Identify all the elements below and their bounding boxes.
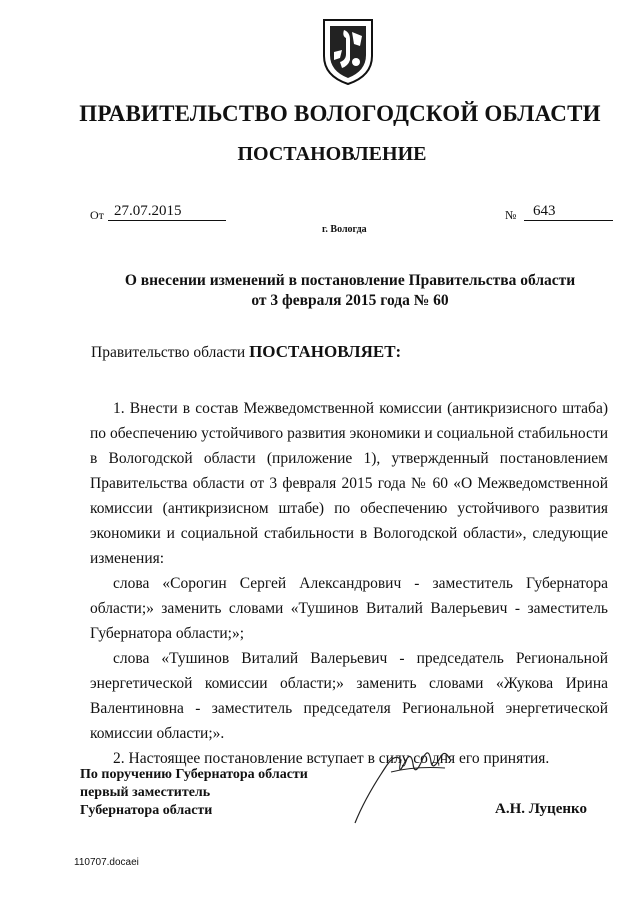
intro-verb: ПОСТАНОВЛЯЕТ: <box>249 342 402 361</box>
document-body <box>90 396 608 771</box>
city-label: г. Вологда <box>322 224 367 235</box>
document-date: 27.07.2015 <box>108 203 226 221</box>
signatory-position <box>80 766 308 820</box>
signatory-line-1: По поручению Губернатора области <box>80 767 308 782</box>
body-paragraph-3: слова «Тушинов Виталий Валерьевич - председатель Региональной энергетической комиссии области;» заменить словами «Жукова Ирина Валентиновна - заместитель председателя Региональной энергетической комиссии области;». <box>90 650 608 742</box>
signatory-line-3: Губернатора области <box>80 803 213 818</box>
handwritten-signature <box>345 738 455 828</box>
subject-line-1: О внесении изменений в постановление Правительства области <box>124 272 576 289</box>
signatory-name: А.Н. Луценко <box>495 801 587 817</box>
intro-statement <box>91 342 401 362</box>
number-prefix: № <box>505 208 517 222</box>
government-title: ПРАВИТЕЛЬСТВО ВОЛОГОДСКОЙ ОБЛАСТИ <box>79 101 601 126</box>
document-type-title: ПОСТАНОВЛЕНИЕ <box>237 143 427 165</box>
body-paragraph-4: 2. Настоящее постановление вступает в силу со дня его принятия. <box>113 750 550 767</box>
coat-of-arms-emblem <box>320 16 376 86</box>
file-code: 110707.docaei <box>74 857 139 868</box>
body-paragraph-2: слова «Сорогин Сергей Александрович - заместитель Губернатора области;» заменить словами «Тушинов Виталий Валерьевич - заместитель Губернатора области;»; <box>90 575 608 642</box>
document-subject <box>90 271 610 311</box>
document-number: 643 <box>524 203 613 221</box>
body-paragraph-1: 1. Внести в состав Межведомственной комиссии (антикризисного штаба) по обеспечению устойчивого развития экономики и социальной стабильности в Вологодской области (приложение 1), утвержденный постановлением Правительства области от 3 февраля 2015 года № 60 «О Межведомственной комиссии (антикризисном штабе) по обеспечению устойчивого развития экономики и социальной стабильности в Вологодской области», следующие изменения: <box>90 400 608 567</box>
intro-prefix: Правительство области <box>91 344 250 361</box>
date-prefix: От <box>90 208 104 222</box>
subject-line-2: от 3 февраля 2015 года № 60 <box>251 292 449 309</box>
signatory-line-2: первый заместитель <box>80 785 211 800</box>
